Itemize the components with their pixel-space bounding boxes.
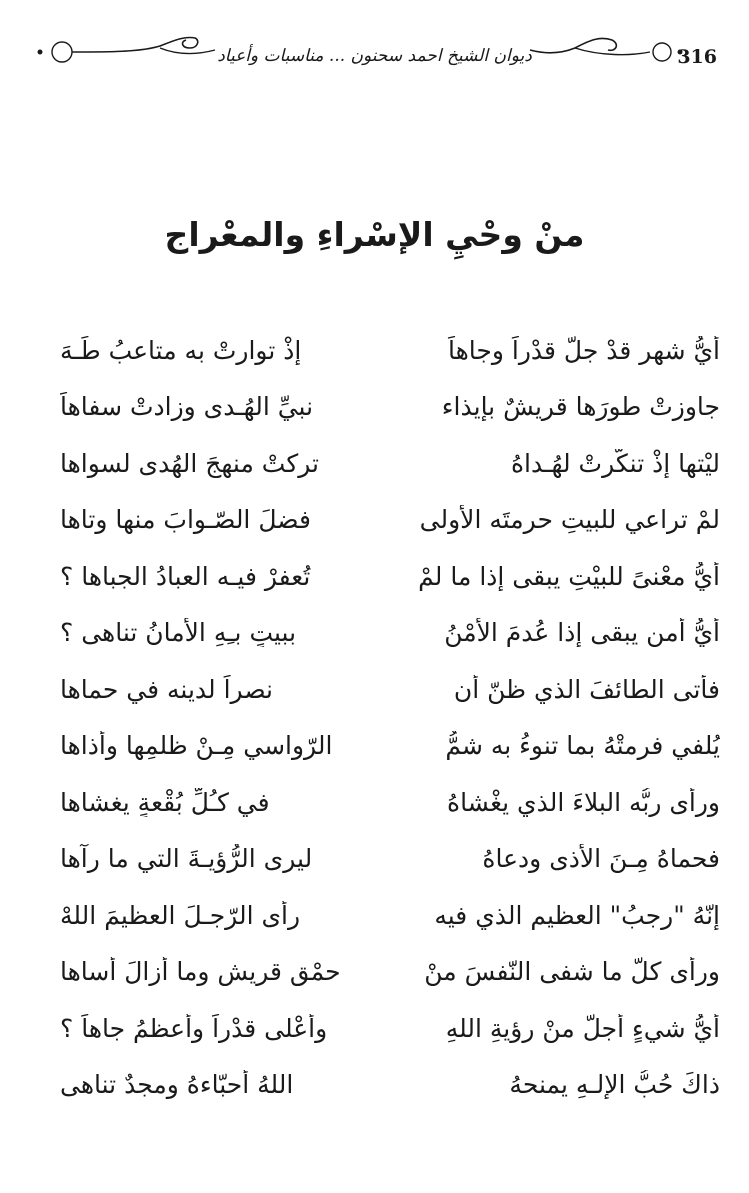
verse-ajz: الرّواسي مِـنْ ظلمِها وأذاها xyxy=(60,731,333,761)
verse xyxy=(60,322,720,379)
verse xyxy=(60,379,720,436)
verse-sadr: أيُّ شهرٍ قدْ جلَّ قدْراً وجاهاً xyxy=(447,335,720,365)
verse-sadr: فأتى الطائفَ الذي ظنّ أن xyxy=(453,674,720,704)
verse xyxy=(60,887,720,944)
verse-sadr: جاوزتْ طورَها قريشٌ بإيذاء xyxy=(441,392,720,422)
verse-sadr: ذاكَ حُبُّ الإلـهِ يمنحهُ xyxy=(509,1070,720,1100)
verse-ajz: تركتْ منهجَ الهُدى لسواها xyxy=(60,448,319,478)
verse xyxy=(60,661,720,718)
verse-ajz: ببيتٍ بـِهِ الأمانُ تناهى ؟ xyxy=(60,618,297,648)
verse xyxy=(60,1000,720,1057)
verse-ajz: تُعفرْ فيـه العبادُ الجباها ؟ xyxy=(60,561,311,591)
verse-ajz: ليرى الرُّؤيـةَ التي ما رآها xyxy=(60,844,313,874)
verse-ajz: في كـُلِّ بُقْعةٍ يغشاها xyxy=(60,787,270,817)
verse-sadr: ليْتها إذْ تنكّرتْ لهُـداهُ xyxy=(510,448,720,478)
verse-sadr: أيُّ شيءٍ أجلُّ منْ رؤيةِ اللهِ xyxy=(445,1013,720,1043)
verse-sadr: يُلفي فرمتْهُ بما تنوءُ به شمُّ xyxy=(445,731,720,761)
poem-body xyxy=(60,322,720,1113)
verse-ajz: اللهُ أحبّاءهُ ومجدٌ تناهى xyxy=(60,1070,294,1100)
verse xyxy=(60,548,720,605)
verse-sadr: فحماهُ مِـنَ الأذى ودعاهُ xyxy=(482,844,720,874)
verse-ajz: حمْقِ قريشٍ وما أزالَ أساها xyxy=(60,957,341,987)
verse xyxy=(60,774,720,831)
verse xyxy=(60,605,720,662)
verse-ajz: نبيِّ الهُـدى وزادتْ سفاهاً xyxy=(60,392,314,422)
verse xyxy=(60,718,720,775)
page-number: 316 xyxy=(677,46,717,68)
verse-sadr: ورأى كلَّ ما شفى النّفسَ منْ xyxy=(424,957,720,987)
verse-sadr: أيُّ أمنٍ يبقى إذا عُدمَ الأمْنُ xyxy=(444,618,720,648)
running-head: ديوان الشيخ احمد سحنون ... مناسبات وأعياد xyxy=(217,46,532,66)
verse xyxy=(60,435,720,492)
verse-ajz: رأى الرّجـلَ العظيمَ اللهْ xyxy=(60,900,301,930)
verse-sadr: أيُّ معْنىً للبيْتِ يبقى إذا ما لمْ xyxy=(418,561,720,591)
page-header xyxy=(0,18,749,78)
verse-ajz: فضلَ الصّـوابَ منها وتاها xyxy=(60,505,311,535)
verse-sadr: إنّهُ "رجبُ" العظيمِ الذي فيه xyxy=(434,900,720,930)
poem-title: منْ وحْيِ الإسْراءِ والمعْراج xyxy=(164,215,585,254)
verse-sadr: لمْ تراعي للبيتِ حرمتَه الأولى xyxy=(419,505,720,535)
verse xyxy=(60,944,720,1001)
verse-ajz: إذْ توارتْ به متاعبُ طَـهَ xyxy=(60,335,302,365)
verse xyxy=(60,831,720,888)
verse-ajz: وأعْلى قدْراً وأعظمُ جاهاً ؟ xyxy=(60,1013,328,1043)
verse-ajz: نصراً لدينه في حماها xyxy=(60,674,273,704)
verse-sadr: ورأى ربُّه البلاءَ الذي يغْشاهُ xyxy=(447,787,720,817)
verse xyxy=(60,1057,720,1114)
verse xyxy=(60,492,720,549)
